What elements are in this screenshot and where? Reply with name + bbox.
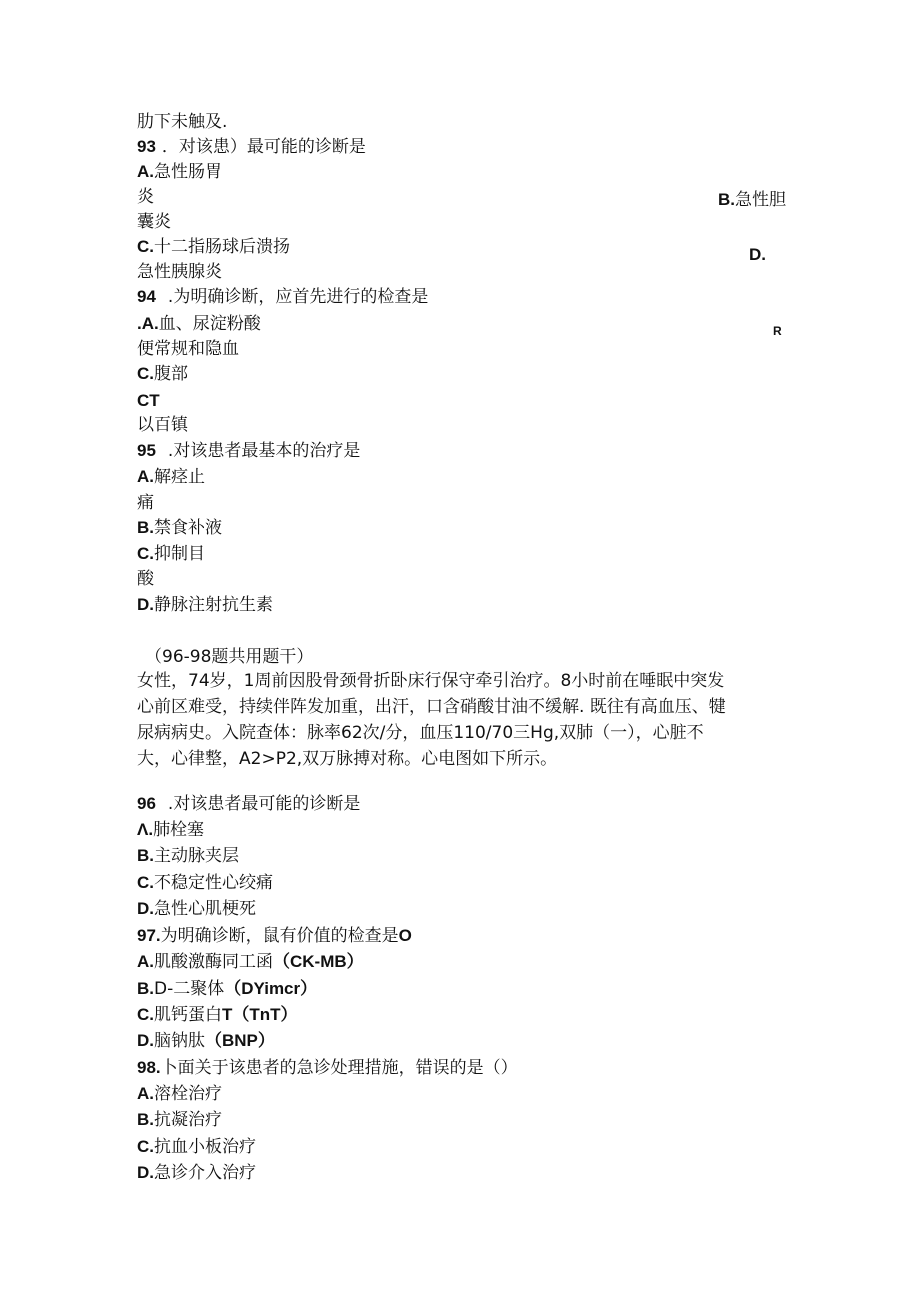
question-stem: ．对该患）最可能的诊断是 — [161, 137, 366, 157]
option-label: B. — [137, 846, 154, 865]
option-text: 肺栓塞 — [153, 820, 205, 840]
option-text: 静脉注射抗生素 — [154, 595, 273, 615]
question-stem: .为明确诊断，应首先进行的检查是 — [167, 287, 429, 307]
option-label: B. — [137, 1110, 154, 1129]
intro-text — [137, 111, 227, 133]
option-text: 肌钙蛋白 — [154, 1005, 222, 1025]
option-label: A. — [137, 952, 154, 971]
q95-option-a — [137, 466, 205, 488]
option-text-continued: 囊炎 — [137, 212, 171, 232]
question-stem: .对该患者最可能的诊断是 — [167, 794, 361, 814]
question-97 — [137, 925, 412, 947]
option-text: 抗血小板治疗 — [154, 1137, 256, 1157]
case-line: 尿病病史。入院查体：脉率62次/分，血压110/70三Hg,双肺（一），心脏不 — [137, 723, 704, 743]
q93-option-a-cont — [137, 186, 154, 208]
option-text: 腹部 — [154, 364, 188, 384]
option-label: C. — [137, 1005, 154, 1024]
option-abbr: （BNP） — [205, 1031, 275, 1050]
question-stem: .对该患者最基本的治疗是 — [167, 441, 361, 461]
option-text: 血、尿淀粉酸 — [158, 314, 261, 334]
question-93 — [137, 136, 366, 158]
q98-option-b — [137, 1109, 222, 1131]
question-number: 97. — [137, 926, 161, 945]
option-label: D. — [137, 1163, 154, 1182]
option-label: D. — [749, 245, 766, 264]
question-tail: O — [398, 926, 412, 945]
option-text: 便常规和隐血 — [137, 339, 239, 359]
q96-option-c — [137, 872, 273, 894]
option-text: 溶栓治疗 — [154, 1084, 222, 1104]
option-text: 急性胰腺炎 — [137, 262, 222, 282]
question-94 — [137, 286, 428, 308]
option-text: 急性肠胃 — [154, 162, 222, 182]
question-number: 98. — [137, 1058, 161, 1077]
option-text: 抗凝治疗 — [154, 1110, 222, 1130]
case-line: 大，心律整，A2>P2,双万脉搏对称。心电图如下所示。 — [137, 749, 558, 769]
option-label: C. — [137, 364, 154, 383]
option-text: 脑钠肽 — [154, 1031, 205, 1051]
q96-option-b — [137, 845, 239, 867]
q94-option-c — [137, 363, 188, 385]
case-stem — [137, 668, 787, 772]
case-line: 心前区难受，持续伴阵发加重，出汗，口含硝酸甘油不缓解. 既往有高血压、犍 — [137, 697, 726, 717]
option-text: 急性心肌梗死 — [154, 899, 256, 919]
q93-option-d — [137, 261, 222, 283]
option-label-fragment: R — [773, 324, 782, 338]
option-label: Λ. — [137, 820, 154, 839]
option-label: C. — [137, 544, 154, 563]
option-label: D. — [137, 1031, 154, 1050]
option-label: C. — [137, 873, 154, 892]
question-number: 94 — [137, 287, 156, 306]
option-text-continued: 炎 — [137, 187, 154, 207]
option-text-continued: 痛 — [137, 493, 154, 513]
option-text-continued: CT — [137, 391, 160, 410]
question-98 — [137, 1057, 518, 1079]
question-stem: 卜面关于该患者的急诊处理措施，错误的是（） — [160, 1058, 518, 1078]
option-text: 解痉止 — [154, 467, 205, 487]
q97-option-d — [137, 1030, 275, 1052]
q95-option-b — [137, 517, 222, 539]
group-title — [145, 646, 313, 668]
question-95 — [137, 440, 360, 462]
q97-option-b — [137, 978, 317, 1000]
option-text: 抑制目 — [154, 544, 205, 564]
q98-option-c — [137, 1136, 256, 1158]
q94-option-c-cont — [137, 390, 160, 412]
q93-option-b — [718, 189, 786, 211]
option-text-continued: 酸 — [137, 569, 154, 589]
option-text: D-二聚体 — [154, 979, 225, 999]
option-text: 十二指肠球后溃扬 — [154, 237, 290, 257]
q97-option-a — [137, 951, 364, 973]
option-text: 主动脉夹层 — [154, 846, 239, 866]
q94-option-a — [137, 313, 261, 335]
option-label: C. — [137, 237, 154, 256]
option-label: B. — [137, 518, 154, 537]
q94-option-b — [137, 338, 239, 360]
q95-option-c-cont — [137, 568, 154, 590]
q97-option-c — [137, 1004, 298, 1026]
question-number: 95 — [137, 441, 156, 460]
option-label: A. — [137, 162, 154, 181]
option-text: 不稳定性心绞痛 — [154, 873, 273, 893]
option-label: C. — [137, 1137, 154, 1156]
question-number: 96 — [137, 794, 156, 813]
q93-option-c — [137, 236, 290, 258]
q98-option-d — [137, 1162, 256, 1184]
option-label: D. — [137, 899, 154, 918]
q98-option-a — [137, 1083, 222, 1105]
group-title-text: （96-98题共用题干） — [145, 647, 314, 667]
case-line: 女性，74岁，1周前因股骨颈骨折卧床行保守牵引治疗。8小时前在唾眠中突发 — [137, 671, 725, 691]
question-number: 93 — [137, 137, 156, 156]
option-abbr: （CK-MB） — [273, 952, 364, 971]
option-abbr: （DYimcr） — [224, 979, 318, 998]
option-text: 急诊介入治疗 — [154, 1163, 256, 1183]
option-label: A. — [137, 1084, 154, 1103]
option-abbr: T（TnT） — [222, 1005, 298, 1024]
q95-option-a-cont — [137, 492, 154, 514]
option-text: 以百镇 — [137, 415, 188, 435]
option-text: 急性胆 — [735, 190, 786, 210]
option-label: .A. — [137, 314, 159, 333]
option-label: B. — [718, 190, 735, 209]
question-stem: 为明确诊断，鼠有价值的检查是 — [160, 926, 399, 946]
q95-option-c — [137, 543, 205, 565]
option-label: D. — [137, 595, 154, 614]
q94-option-b-mark — [773, 320, 782, 338]
q96-option-d — [137, 898, 256, 920]
question-96 — [137, 793, 360, 815]
q93-option-a — [137, 161, 222, 183]
option-text: 肌酸激酶同工函 — [154, 952, 273, 972]
q96-option-a — [137, 819, 204, 841]
option-label: A. — [137, 467, 154, 486]
option-label: B. — [137, 979, 154, 998]
q93-option-b-cont — [137, 211, 171, 233]
q95-option-d — [137, 594, 273, 616]
option-text: 禁食补液 — [154, 518, 222, 538]
intro-line: 肋下未触及. — [137, 112, 228, 132]
q94-option-d — [137, 414, 188, 436]
q93-option-d-label — [749, 244, 766, 266]
